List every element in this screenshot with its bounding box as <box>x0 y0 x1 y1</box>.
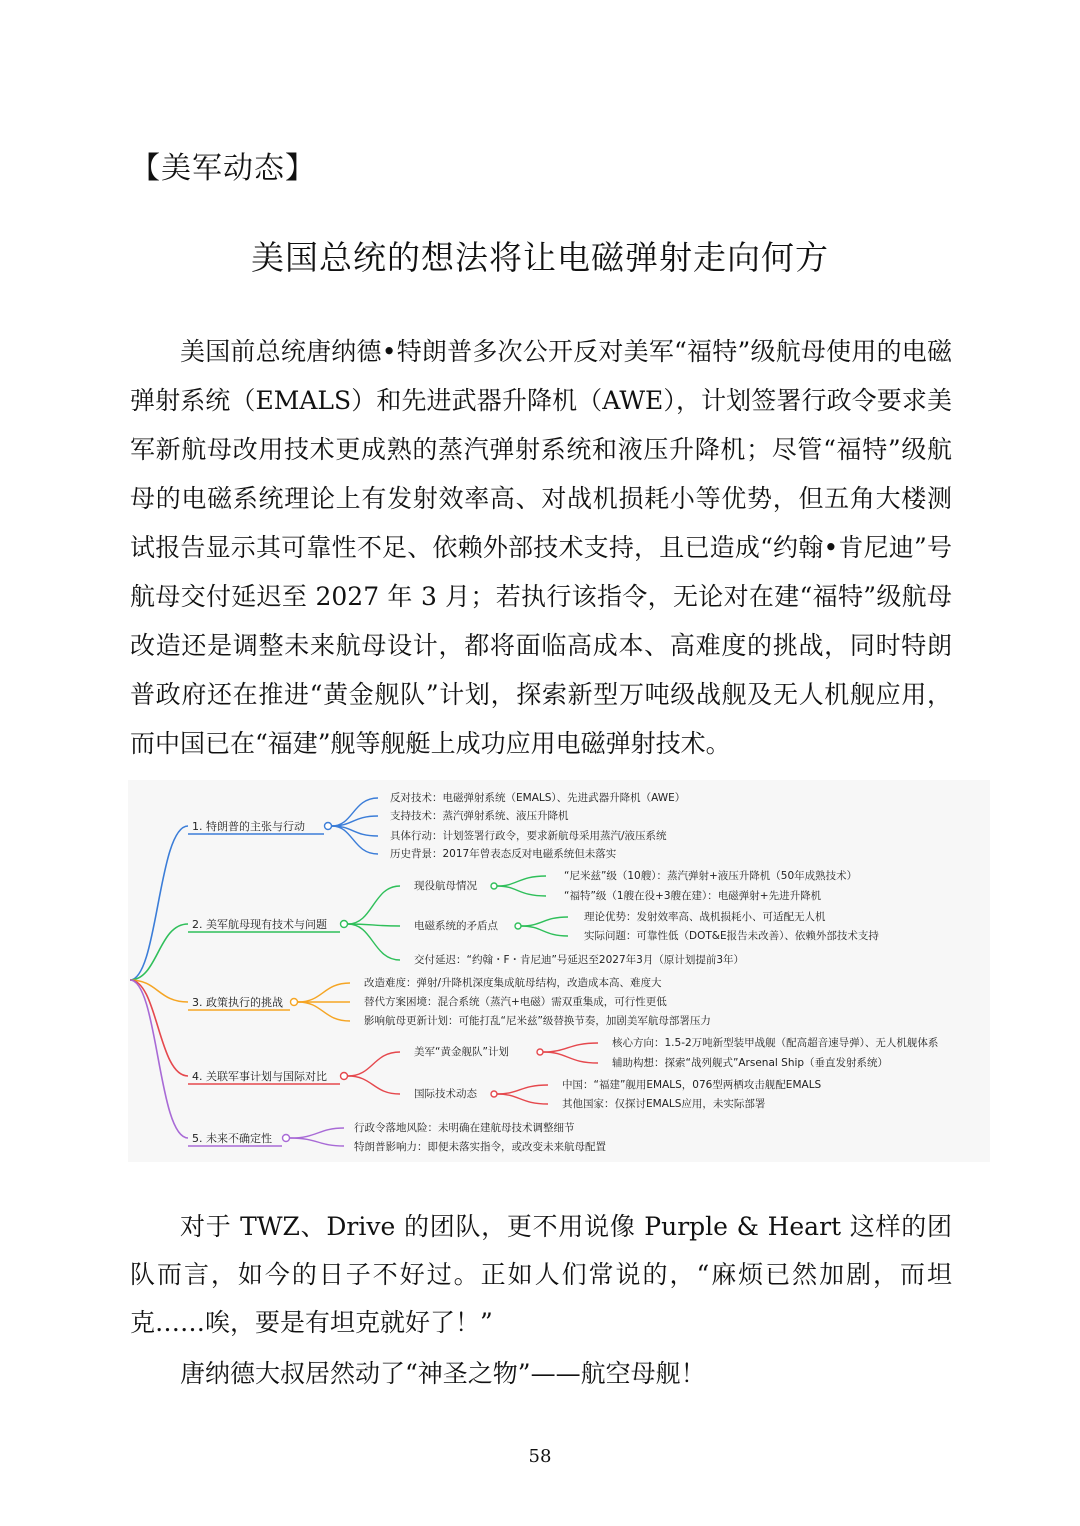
branch-4-label: 4. 关联军事计划与国际对比 <box>192 1070 327 1083</box>
branch-2-sub-2-label: 电磁系统的矛盾点 <box>414 920 498 932</box>
branch-2-leaf-3: 交付延迟：“约翰・F・肯尼迪”号延迟至2027年3月（原计划提前3年） <box>414 954 745 966</box>
branch-2 <box>188 869 879 966</box>
branch-4-sub-1-leaf-2: 辅助构想：探索“战列舰式”Arsenal Ship（垂直发射系统） <box>612 1057 889 1069</box>
branch-5 <box>188 1121 606 1153</box>
branch-2-label: 2. 美军航母现有技术与问题 <box>192 918 327 931</box>
body-paragraph: 美国前总统唐纳德•特朗普多次公开反对美军“福特”级航母使用的电磁弹射系统（EMALS）和先进武器升降机（AWE），计划签署行政令要求美军新航母改用技术更成熟的蒸汽弹射系统和液压升降机；尽管“福特”级航母的电磁系统理论上有发射效率高、对战机损耗小等优势，但五角大楼测试报告显示其可靠性不足、依赖外部技术支持，且已造成“约翰•肯尼迪”号航母交付延迟至 2027 年 3 月；若执行该指令，无论对在建“福特”级航母改造还是调整未来航母设计，都将面临高成本、高难度的挑战，同时特朗普政府还在推进“黄金舰队”计划，探索新型万吨级战舰及无人机舰应用，而中国已在“福建”舰等舰艇上成功应用电磁弹射技术。 <box>130 337 952 758</box>
branch-3-leaf-3: 影响航母更新计划：可能打乱“尼米兹”级替换节奏，加剧美军航母部署压力 <box>364 1015 711 1027</box>
branch-1-label: 1. 特朗普的主张与行动 <box>192 820 305 833</box>
branch-5-leaf-1: 行政令落地风险：未明确在建航母技术调整细节 <box>354 1122 575 1134</box>
body-paragraph: 对于 TWZ、Drive 的团队，更不用说像 Purple & Heart 这样的团队而言，如今的日子不好过。正如人们常说的，“麻烦已然加剧，而坦克……唉，要是有坦克就好了！” <box>130 1212 952 1337</box>
body-paragraph: 唐纳德大叔居然动了“神圣之物”——航空母舰！ <box>180 1359 706 1388</box>
connector-b2 <box>130 924 188 980</box>
branch-4-sub-2-leaf-2: 其他国家：仅探讨EMALS应用，未实际部署 <box>562 1098 766 1110</box>
section-tag: 【美军动态】 <box>130 151 316 186</box>
branch-5-label: 5. 未来不确定性 <box>192 1132 272 1145</box>
branch-3 <box>188 976 711 1027</box>
branch-2-sub-1-label: 现役航母情况 <box>414 880 477 892</box>
branch-4-sub-2-label: 国际技术动态 <box>414 1088 477 1100</box>
branch-4 <box>188 1036 939 1110</box>
branch-3-label: 3. 政策执行的挑战 <box>192 996 283 1009</box>
branch-3-leaf-1: 改造难度：弹射/升降机深度集成航母结构，改造成本高、难度大 <box>364 977 662 989</box>
branch-1-leaf-1: 反对技术：电磁弹射系统（EMALS）、先进武器升降机（AWE） <box>390 792 686 804</box>
branch-1 <box>188 791 685 860</box>
branch-2-sub-2-leaf-1: 理论优势：发射效率高、战机损耗小、可适配无人机 <box>584 911 826 923</box>
branch-4-sub-1-leaf-1: 核心方向：1.5-2万吨新型装甲战舰（配高超音速导弹）、无人机舰体系 <box>612 1037 939 1049</box>
branch-1-leaf-3: 具体行动：计划签署行政令，要求新航母采用蒸汽/液压系统 <box>390 830 667 842</box>
connector-b1 <box>130 826 188 980</box>
branch-3-leaf-2: 替代方案困境：混合系统（蒸汽+电磁）需双重集成，可行性更低 <box>364 996 667 1008</box>
branch-2-sub-2-leaf-2: 实际问题：可靠性低（DOT&E报告未改善）、依赖外部技术支持 <box>584 930 879 942</box>
article-title: 美国总统的想法将让电磁弹射走向何方 <box>251 238 829 277</box>
branch-4-sub-2-leaf-1: 中国：“福建”舰用EMALS，076型两栖攻击舰配EMALS <box>562 1079 822 1091</box>
mind-map-figure <box>128 780 990 1162</box>
connector-b5 <box>130 980 188 1138</box>
branch-1-leaf-4: 历史背景：2017年曾表态反对电磁系统但未落实 <box>390 848 617 860</box>
branch-4-sub-1-label: 美军“黄金舰队”计划 <box>414 1046 509 1058</box>
branch-5-leaf-2: 特朗普影响力：即便未落实指令，或改变未来航母配置 <box>354 1141 606 1153</box>
mind-map-canvas <box>128 780 990 1162</box>
page-number: 58 <box>528 1446 552 1467</box>
branch-2-sub-1-leaf-2: “福特”级（1艘在役+3艘在建）：电磁弹射+先进升降机 <box>564 890 822 902</box>
branch-1-leaf-2: 支持技术：蒸汽弹射系统、液压升降机 <box>390 810 569 822</box>
branch-2-sub-1-leaf-1: “尼米兹”级（10艘）：蒸汽弹射+液压升降机（50年成熟技术） <box>564 870 858 882</box>
